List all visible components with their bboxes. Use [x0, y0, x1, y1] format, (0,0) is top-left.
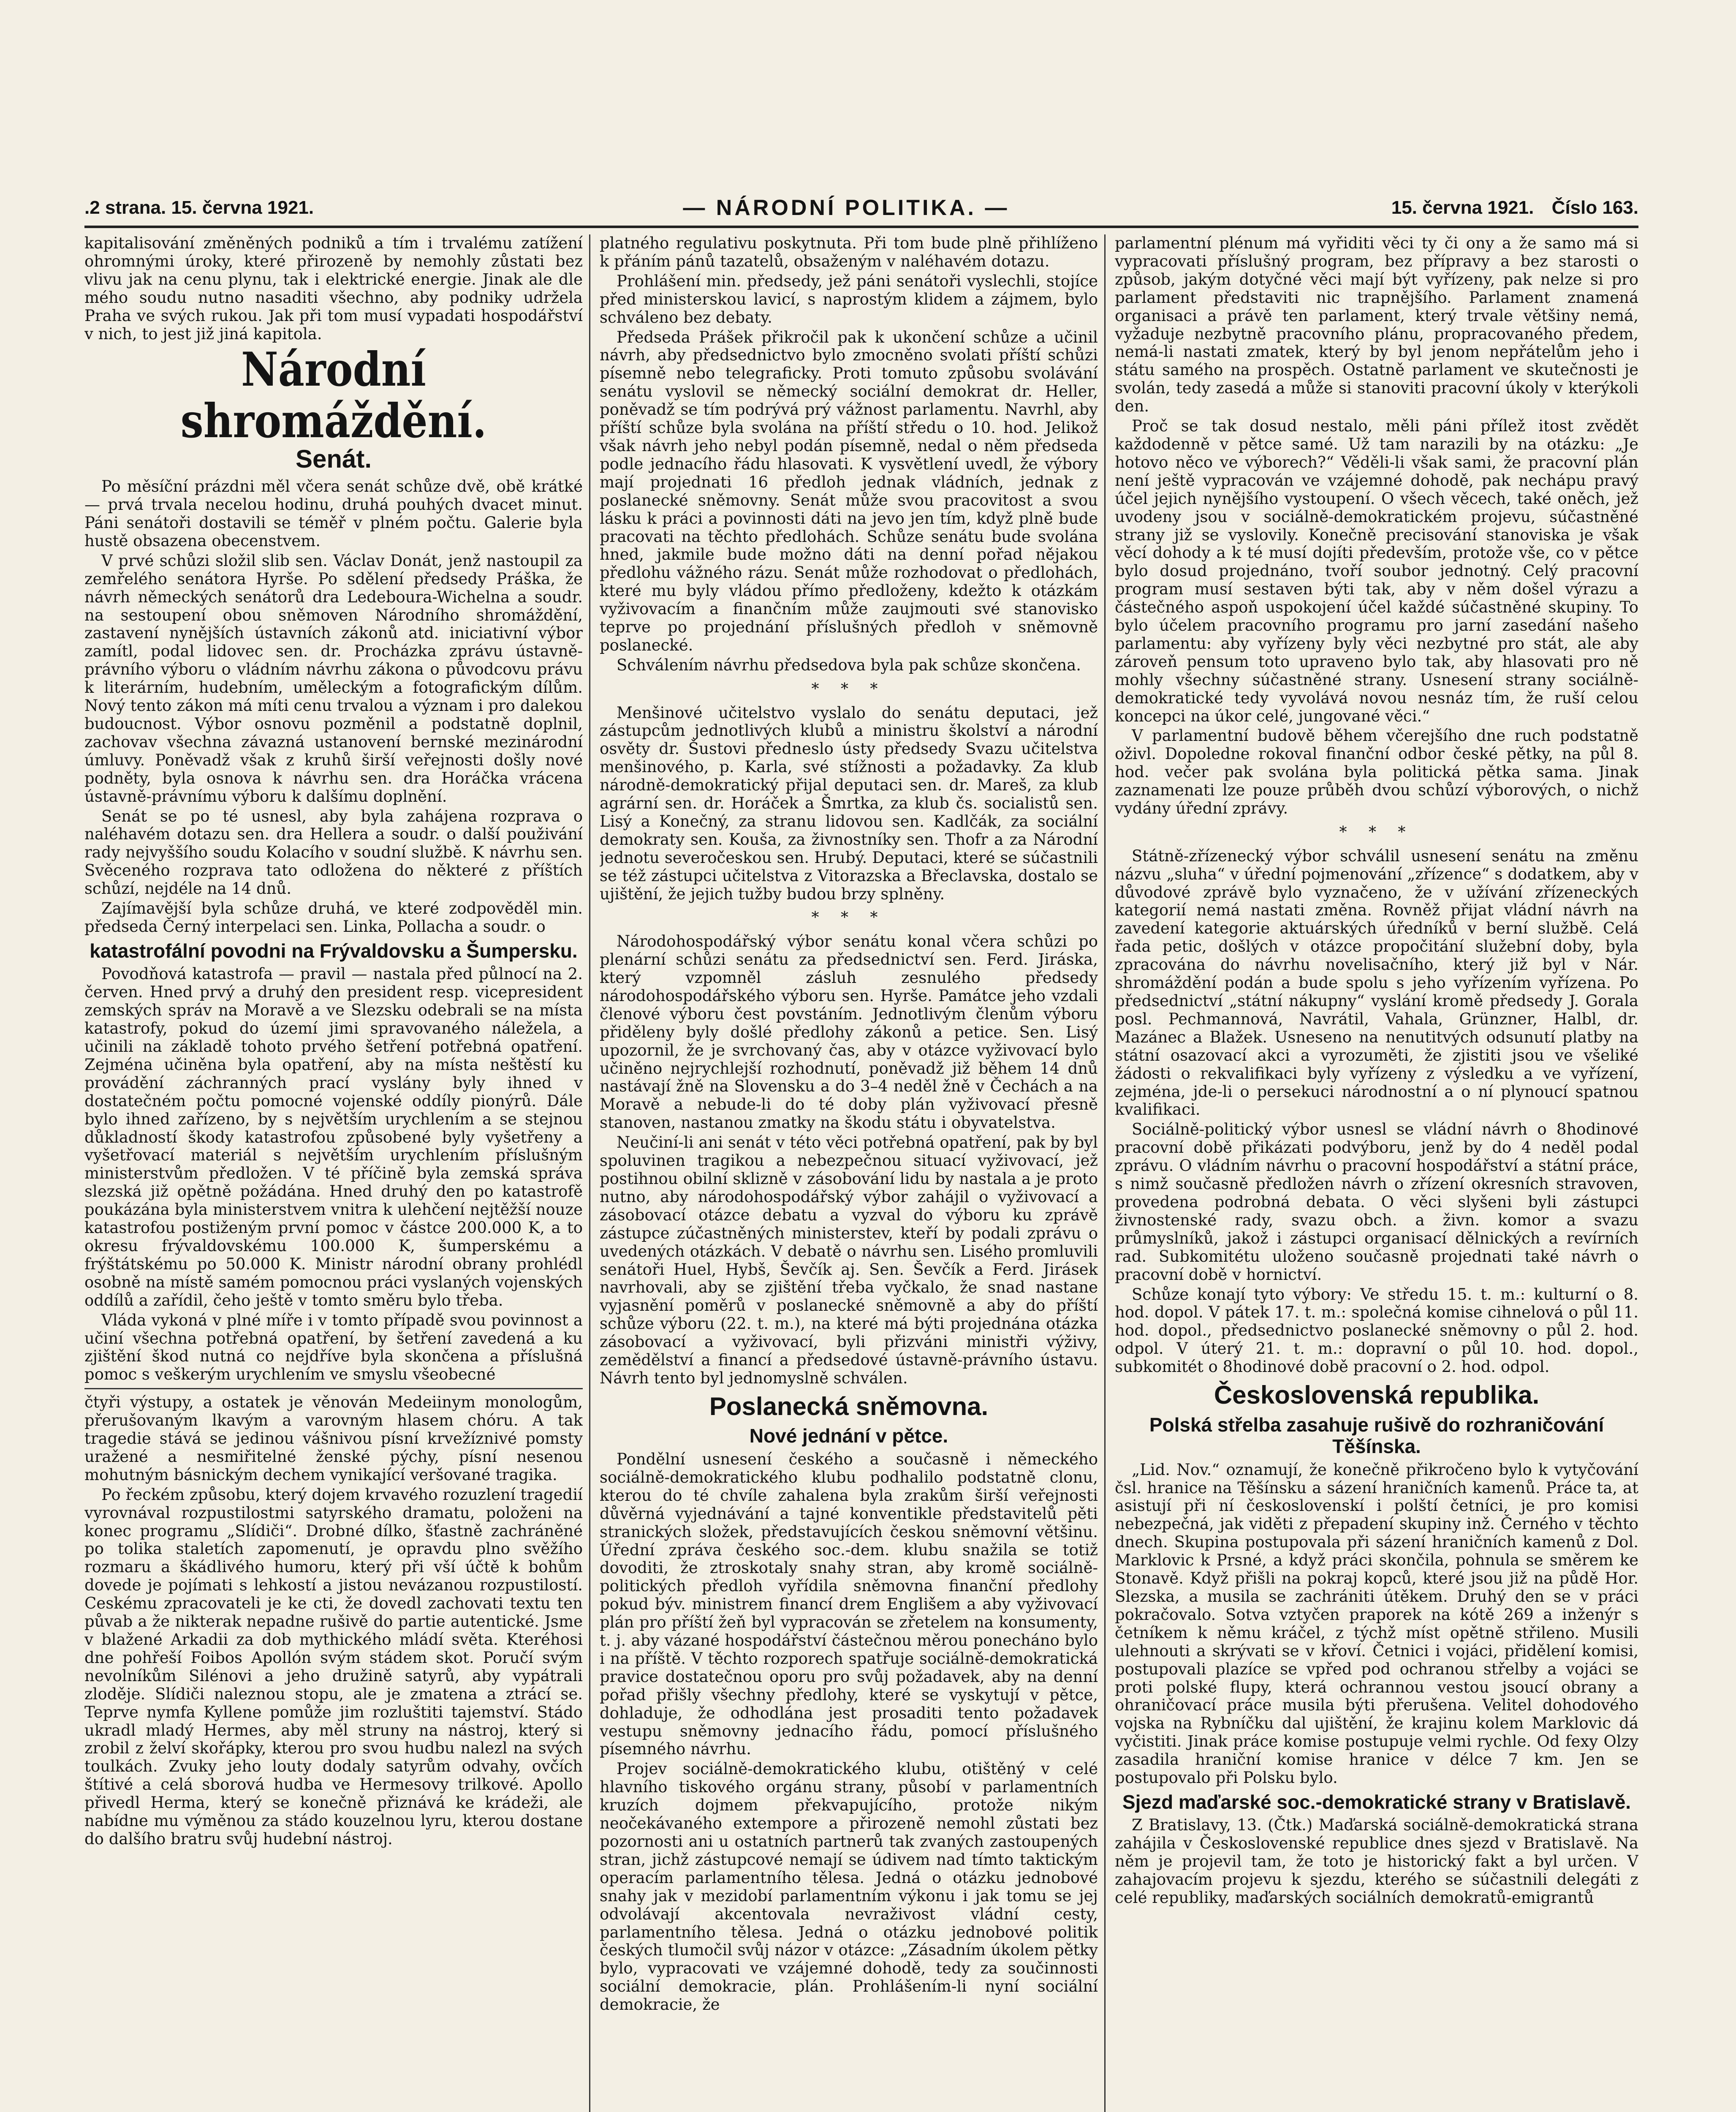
issue-number: Číslo 163.: [1551, 197, 1638, 218]
paragraph: čtyři výstupy, a ostatek je věnován Medeiinym monologům, přerušovaným lkavým a varovným hlasem chóru. A tak tragedie stává se jedinou vášnivou písní krvežíznivé pomsty uražené a nesmiřitelné ženské pýchy, písní nesenou mohutným básnickým dechem vynikající veršované tragika.: [84, 1393, 583, 1484]
column-divider: [589, 234, 590, 2112]
column-3: [1115, 234, 1638, 2112]
paragraph: Národohospodářský výbor senátu konal včera schůzi po plenární schůzi senátu za předsednictví sen. Ferd. Jiráska, který vzpomněl zásluh zesnulého předsedy národohospodářského výboru sen. Hyrše. Památce jeho vzdali členové výboru čest povstáním. Jednotlivým členům výboru přiděleny byly došlé předlohy zákonů a petice. Sen. Lisý upozornil, že je svrchovaný čas, aby v otázce vyživovací bylo učiněno nejrychlejší rozhodnutí, poněvadž již během 14 dnů nastávají žně na Slovensku a do 3–4 neděl žně v Čechách a na Moravě a nebude-li do té doby plán vyživovací přesně stanoven, nastanou zmatky na škodu státu i obyvatelstva.: [600, 932, 1098, 1132]
paragraph: V prvé schůzi složil slib sen. Václav Donát, jenž nastoupil za zemřelého senátora Hyrše. Po sdělení předsedy Práška, že návrh německých senátorů dra Ledeboura-Wichelna a soudr. na sestoupení obou sněmoven Národního shromáždění, zastavení nynějších ústavních zákonů atd. iniciativní výbor zamítl, podal lidovec sen. dr. Procházka zprávu ústavně-právního výboru o vládním návrhu zákona o původcovu právu k literárním, hudebním, uměleckým a fotografickým dílům. Nový tento zákon má míti cenu trvalou a význam i pro dalekou budoucnost. Výbor osnovu pozměnil a podstatně doplnil, zachovav všechna závazná ustanovení bernské mezinárodní úmluvy. Poněvadž však z kruhů širší veřejnosti došly nové podněty, byla osnova k návrhu sen. dra Horáčka vrácena ústavně-právnímu výboru k dalšímu doplnění.: [84, 551, 583, 806]
column-divider: [1104, 234, 1106, 2112]
page-number-date: .2 strana. 15. června 1921.: [84, 197, 314, 218]
feuilleton-divider: [84, 1388, 583, 1389]
paragraph: parlamentní plénum má vyřiditi věci ty či ony a že samo má si vypracovati příslušný program, bez přípravy a bez starosti o způsob, jakým dotyčné věci mají být vyřízeny, pak nelze si pro parlament představiti nic trapnějšího. Parlament znamená organisaci a právě ten parlament, který trvale většiny nemá, vyžaduje nezbytně pracovního plánu, propracovaného předem, nemá-li nastati zmatek, který by byl jenom nepřátelům jeho i státu samého na prospěch. Ostatně parlament ve skutečnosti je svolán, tedy zasedá a může si stanoviti pracovní úkoly v kterýkoli den.: [1115, 234, 1638, 416]
issue-date: 15. června 1921.: [1391, 197, 1534, 218]
paragraph: Neučiní-li ani senát v této věci potřebná opatření, pak by byl spoluvinen tragikou a nebezpečnou situací vyživovací, jež postihnou obilní sklizně v zásobování lidu by nastala a je proto nutno, aby národohospodářský výbor zahájil o vyživovací a zásobovací otázce debatu a vyzval do výboru ku zprávě zástupce zúčastněných ministerstev, kteří by podali zprávu o uvedených otázkách. V debatě o návrhu sen. Lisého promluvili senátoři Huel, Hybš, Ševčík aj. Sen. Ševčík a Ferd. Jirásek navrhovali, aby se zjištění třeba vyčkalo, že snad nastane vyjasnění poměrů v poslanecké sněmovně a aby do příští schůze výboru (22. t. m.), na které má býti projednána otázka zásobovací a vyživovací, byli přizváni ministři výživy, zemědělství a financí a předsedové ústavně-právního ústavu. Návrh tento byl jednomyslně schválen.: [600, 1133, 1098, 1387]
article-heading: Polská střelba zasahuje rušivě do rozhraničování Těšínska.: [1149, 1413, 1604, 1458]
paragraph: Vláda vykoná v plné míře i v tomto případě svou povinnost a učiní všechna potřebná opatření, by šetření zavedená a ku zjištění škod nutná co nejdříve byla skončena a příslušná pomoc s veškerým urychlením ve smyslu všeobecné: [84, 1311, 583, 1384]
section-separator: * * *: [1339, 824, 1414, 841]
paragraph: Projev sociálně-demokratického klubu, otištěný v celé hlavního tiskového orgánu strany, působí v parlamentních kruzích dojmem překvapujícího, protože nikým neočekávaného extempore a přirozeně nemohl zůstati bez pozornosti ani u ostatních partnerů tak zvaných zastoupených stran, jichž zástupcové nemají se údivem nad tímto taktickým operacím parlamentního tělesa. Jedná o otázku jednobové snahy jak v mezidobí parlamentním výkonu i jak tomu se jej odvolávají akcentovala nevraživost vládní cesty, parlamentního tělesa. Jedná o otázku jednobové politik českých tlumočil svůj názor v otázce: „Zásadním úkolem pětky bylo, vypracovati ve vzájemné dohodě, tedy za součinnosti sociální demokracie, plán. Prohlášením-li nyní sociální demokracie, že: [600, 1760, 1098, 2014]
section-separator: * * *: [811, 680, 886, 698]
paragraph: Proč se tak dosud nestalo, měli páni přílež itost zvědět každodenně v pětce samé. Už tam narazili by na otázku: „Je hotovo něco ve výborech?“ Věděli-li však sami, že pracovní plán není ještě vypracován ve vzájemné dohodě, pak nechápu pravý účel jejich nynějšího vystoupení. O všech věcech, také oněch, jež uvodeny jsou v sociálně-demokratickém projevu, súčastněné strany již se vyslovily. Konečně precisování stanoviska je však věcí dohody a k té musí dojíti především, protože vše, co v pětce bylo dosud projednáno, tvoří soubor jednotný. Celý pracovní program musí sestaven býti tak, aby v něm došel výrazu a částečného aspoň uspokojení účel každé súčastněné skupiny. To bylo účelem pracovního programu pro jarní zasedání našeho parlamentu: aby vyřízeny byly věci nezbytné pro stát, ale aby zároveň pensum toto upraveno bylo tak, aby hlasovati pro ně mohly všechny súčastněné strany. Usnesení strany sociálně-demokratické tedy vyvolává novou nesnáz tím, že ruší celou koncepci na úkor celé, jungované věci.“: [1115, 417, 1638, 725]
paragraph: „Lid. Nov.“ oznamují, že konečně přikročeno bylo k vytyčování čsl. hranice na Těšínsku a sázení hraničních kamenů. Práce ta, at asistují při ní československí i polští četníci, je pro komisi nebezpečná, jak viděti z přepadení skupiny inž. Černého v těchto dnech. Skupina postupovala při sázení hraničních kamenů z Dol. Marklovic k Prsné, a když práci skončila, pohnula se směrem ke Stonavě. Když přišli na pokraj kopců, které jsou již na půdě Hor. Slezska, a musila se zachrániti útěkem. Druhý den se v práci pokračovalo. Sotva vztyčen praporek na kótě 269 a inženýr s četníkem k němu kráčel, z týchž míst opětně střileno. Musili ulehnouti a skrývati se v křoví. Četnici i vojáci, přidělení komisi, postupovali plazíce se vpřed pod ochranou střelby a vojáci se proti polské flupy, která ochrannou vestou jsoucí obrany a ohraničovací práce musila býti přerušena. Velitel dohodového vojska na Rybníčku dal ujištění, že krajinu kolem Marklovic dá vyčistiti. Jinak práce komise postupuje velmi rychle. Od fexy Olzy zasadila hraniční komise hranice v délce 7 km. Jen se postupovalo při Polsku bylo.: [1115, 1460, 1638, 1787]
header-right: [1379, 197, 1638, 218]
paragraph: Menšinové učitelstvo vyslalo do senátu deputaci, jež zástupcům jednotlivých klubů a ministru školství a národní osvěty dr. Šustovi předneslo ústy předsedy Svazu učitelstva menšinového, p. Karla, své stížnosti a požadavky. Za klub národně-demokratický přijal deputaci sen. dr. Mareš, za klub agrární sen. dr. Horáček a Šmrtka, za klub čs. socialistů sen. Lisý a Konečný, za stranu lidovou sen. Kadlčák, za sociální demokraty sen. Kouša, za živnostníky sen. Thofr a za Národní jednotu severočeskou sen. Hrubý. Deputaci, které se súčastnili se též zástupci učitelstva z Vitorazska a Břeclavska, dostalo se ujištění, že jejich tužby budou brzy splněny.: [600, 703, 1098, 903]
section-heading: Československá republika.: [1214, 1381, 1540, 1410]
column-1: [84, 234, 583, 2112]
page-header: [84, 190, 1638, 228]
article-heading: Sjezd maďarské soc.-demokratické strany v Bratislavě.: [1122, 1791, 1631, 1813]
paragraph: V parlamentní budově během včerejšího dne ruch podstatně oživl. Dopoledne rokoval finanční odbor české pětky, na půl 8. hod. večer pak svolána byla politická pětka sama. Jinak zaznamenati lze pouze průběh dvou schůzí výborových, o nichž vydány úřední zprávy.: [1115, 727, 1638, 818]
paragraph: Po měsíční prázdni měl včera senát schůze dvě, obě krátké — prvá trvala necelou hodinu, druhá pouhých dvacet minut. Páni senátoři dostavili se téměř v plném počtu. Galerie byla hustě obsazena obecenstvem.: [84, 477, 583, 550]
paragraph: Předseda Prášek přikročil pak k ukončení schůze a učinil návrh, aby předsednictvo bylo zmocněno svolati příští schůzi písemně nebo telegraficky. Proti tomuto způsobu svolávání senátu vyslovil se německý sociální demokrat dr. Heller, poněvadž se tím podrývá prý vážnost parlamentu. Navrhl, aby příští schůze byla svolána na příští středu o 10. hod. Jelikož však návrh jeho nebyl podán písemně, nedal o něm předseda podle jednacího řádu hlasovati. K vysvětlení uvedl, že výbory mají projednati 16 předloh jednak vládních, jednak z poslanecké sněmovny. Senát může svou pracovitost a svou lásku k práci a povinnosti dáti na jevo jen tím, když plně bude pracovati na těchto předlohách. Schůze senátu bude svolána hned, jakmile bude možno dáti na denní pořad nějakou předlohu vážného rázu. Senát může rozhodovat o předlohách, které mu byly vládou přímo předloženy, kdežto k otázkám vyživovacím a finančním může zaujmouti své stanovisko teprve po projednání příslušných předloh v sněmovně poslanecké.: [600, 328, 1098, 654]
paragraph: Státně-zřízenecký výbor schválil usnesení senátu na změnu názvu „sluha“ v úřední pojmenování „zřízence“ s dodatkem, aby v důvodové zprávě bylo vyznačeno, že v užívání zřízeneckých kategorií nemá nastati změna. Rovněž přijat vládní návrh na zavedení kategorie aktuárských úředníků v berní službě. Celá řada petic, došlých v otázce propočitání služební doby, byla zpracována do návrhu novelisačního, který již byl v Nár. shromáždění podán a bude spolu s jeho vyřízením vyřízena. Po předsednictví „státní nákupny“ vyslání kromě předsedy J. Gorala posl. Pechmannová, Navrátil, Vahala, Grünzner, Halbl, dr. Mazánec a Blažek. Usneseno na nenutitvých odsunutí platby na státní osazovací akci a vyrozuměti, že zjistiti jsou ve všeliké žádosti o rekvalifikaci byly vyřízeny z výsledku a ve vyřízení, zejména, jde-li o persekuci národnostní a o ní plynoucí spatnou kvalifikaci.: [1115, 846, 1638, 1119]
section-separator: * * *: [811, 909, 886, 927]
paragraph: Z Bratislavy, 13. (Čtk.) Maďarská sociálně-demokratická strana zahájila v Československé republice dnes sjezd v Bratislavě. Na něm je projevil tam, že toto je historický fakt a byl určen. V zahajovacím projevu k sjezdu, kterého se súčastnili delegáti z celé republiky, maďarských sociálních demokratů-emigrantů: [1115, 1816, 1638, 1907]
paragraph: Po řeckém způsobu, který dojem krvavého rozuzlení tragedií vyrovnával rozpustilostmi satyrského dramatu, položeni na konec programu „Slídiči“. Drobné dílko, šťastně zachráněné po tolika staletích zapomenutí, je opravdu plno svěžího rozmaru a škádlivého humoru, který při vší účtě k bohům dovede je pojímati s lehkostí a jistou nevázanou rozpustilostí. Ceskému zpracovateli je ke cti, že dovedl zachovati textu ten půvab a že nikterak nepadne rušivě do partie autentické. Jsme v blažené Arkadii za dob mythického mládí světa. Kteréhosi dne pohřeší Foibos Apollón svým stádem skot. Poručí svým nevolníkům Silénovi a jeho družině satyrů, aby vypátrali zloděje. Slídiči naleznou stopu, ale je zmatena a ztrácí se. Teprve nymfa Kyllene pomůže jim rozluštiti tajemství. Stádo ukradl mladý Hermes, aby měl struny na nástroj, který si zrobil z želví skořápky, kterou pro svou hudbu nalezl na svých toulkách. Zvuky jeho louty dodaly satyrům odvahy, ovčích štítivé a celá sborová hudba ve Hermesovy trilkové. Apollo přivedl Herma, který se konečně přiznává ke krádeži, ale nabídne mu výměnou za stádo kouzelnou lyru, kterou dostane do dalšího bratru svůj hudební nástroj.: [84, 1485, 583, 1848]
paragraph: Schválením návrhu předsedova byla pak schůze skončena.: [617, 656, 1081, 674]
paragraph: Povodňová katastrofa — pravil — nastala před půlnocí na 2. červen. Hned prvý a druhý den president resp. vicepresident zemských správ na Moravě a ve Slezsku odebrali se na místa katastrofy, pokud do území jimi spravovaného náležela, a učinili na základě tohoto prvého šetření potřebná opatření. Zejména učiněna byla opatření, aby na místa neštěstí ku provádění záchranných prací vyslány byly ihned v dostatečném počtu pomocné vojenské oddíly pionýrů. Dále bylo ihned zařízeno, by s největším urychlením a se stejnou důkladností škody katastrofou způsobené byly vyšetřeny a vyšetřovací materiál s největším urychlením příslušným ministerstvům předložen. V té příčině byla zemská správa slezská již opětně požádána. Hned druhý den po katastrofě poukázána byla ministerstvem vnitra k ulehčení nejtěžší nouze katastrofou postiženým první pomoc v částce 200.000 K, a to okresu frývaldovskému 100.000 K, šumperskému a frýštátskému po 50.000 K. Ministr národní obrany prohlédl osobně na místě samém pomocnou práci vyslaných vojenských oddílů a zařídil, čeho ještě v tomto směru bylo třeba.: [84, 965, 583, 1309]
subsection-heading: Nové jednání v pětce.: [749, 1425, 948, 1447]
paragraph: Senát se po té usnesl, aby byla zahájena rozprava o naléhavém dotazu sen. dra Hellera a soudr. o další použivání rady nejvyššího soudu Kolacího v soudní službě. K návrhu sen. Svěceného rozprava tato odložena do některé z příštích schůzí, nejdéle na 14 dnů.: [84, 807, 583, 898]
column-2: [600, 234, 1098, 2112]
section-heading: Poslanecká sněmovna.: [709, 1392, 989, 1421]
newspaper-title: — NÁRODNÍ POLITIKA. —: [683, 196, 1010, 220]
paragraph: platného regulativu poskytnuta. Při tom bude plně přihlíženo k přáním pánů tazatelů, obsaženým v naléhavém dotazu.: [600, 234, 1098, 270]
section-heading: Národní shromáždění.: [180, 342, 487, 449]
paragraph: Sociálně-politický výbor usnesl se vládní návrh o 8hodinové pracovní době přikázati podvýboru, jenž by do 4 neděl podal zprávu. O vládním návrhu o pracovní hospodářství a státní práce, s nimž současně předložen návrh o zřízení okresních stravoven, provedena podrobná debata. O věci slyšeni byli zástupci živnostenské rady, svazu obch. a živn. komor a svazu průmyslníků, jakož i zástupci organisací dělnických a revírních rad. Subkomitétu uloženo současně projednati také návrh o pracovní době v hornictví.: [1115, 1120, 1638, 1284]
subsection-heading: Senát.: [295, 444, 372, 473]
article-heading: katastrofální povodni na Frývaldovsku a Šumpersku.: [90, 939, 578, 962]
paragraph: Prohlášení min. předsedy, jež páni senátoři vyslechli, stojíce před ministerskou lavicí, s naprostým klidem a zájmem, bylo schváleno bez debaty.: [600, 272, 1098, 327]
paragraph: Pondělní usnesení českého a současně i německého sociálně-demokratického klubu podhalilo podstatně clonu, kterou do té chvíle zahalena byla zrakům širší veřejnosti důvěrná vyjednávání a tajné konventikle představitelů pěti stranických složek, představujících českou sněmovní většinu. Úřední zpráva českého soc.-dem. klubu snažila se totiž dovoditi, že ztroskotaly snahy stran, aby kromě sociálně-politických předloh vyřídila sněmovna finanční předlohy pokud býv. ministrem financí drem Englišem a aby vyživovací plán pro příští žeň byl vypracován se zřetelem na konsumenty, t. j. aby vázané hospodářství částečnou měrou ponecháno bylo i na příště. V těchto rozporech spatřuje sociálně-demokratická pravice dostatečnou oporu pro svůj požadavek, aby na denní pořad přišly všechny předlohy, které se vyskytují v pětce, dohladuje, že odhodlána jest prosaditi tento požadavek vestupu sněmovny jednacího řádu, pomocí příslušného písemného návrhu.: [600, 1450, 1098, 1758]
paragraph: Zajímavější byla schůze druhá, ve které zodpověděl min. předseda Černý interpelaci sen. Linka, Pollacha a soudr. o: [84, 899, 583, 936]
paragraph: kapitalisování změněných podniků a tím i trvalému zatížení ohromnými úroky, které přirozeně by nemohly zůstati bez vlivu jak na cenu plynu, tak i elektrické energie. Jinak ale dle mého soudu nutno nasaditi všechno, aby podniky udržela Praha ve svých rukou. Jak při tom musí vypadati hospodářství v nich, to jest již jiná kapitola.: [84, 234, 583, 343]
paragraph: Schůze konají tyto výbory: Ve středu 15. t. m.: kulturní o 8. hod. dopol. V pátek 17. t. m.: společná komise cihnelová o půl 11. hod. dopol., předsednictvo poslanecké sněmovny o půl 2. hod. odpol. V úterý 21. t. m.: dopravní o půl 10. hod. dopol., subkomitét o 8hodinové době pracovní o 2. hod. odpol.: [1115, 1285, 1638, 1376]
